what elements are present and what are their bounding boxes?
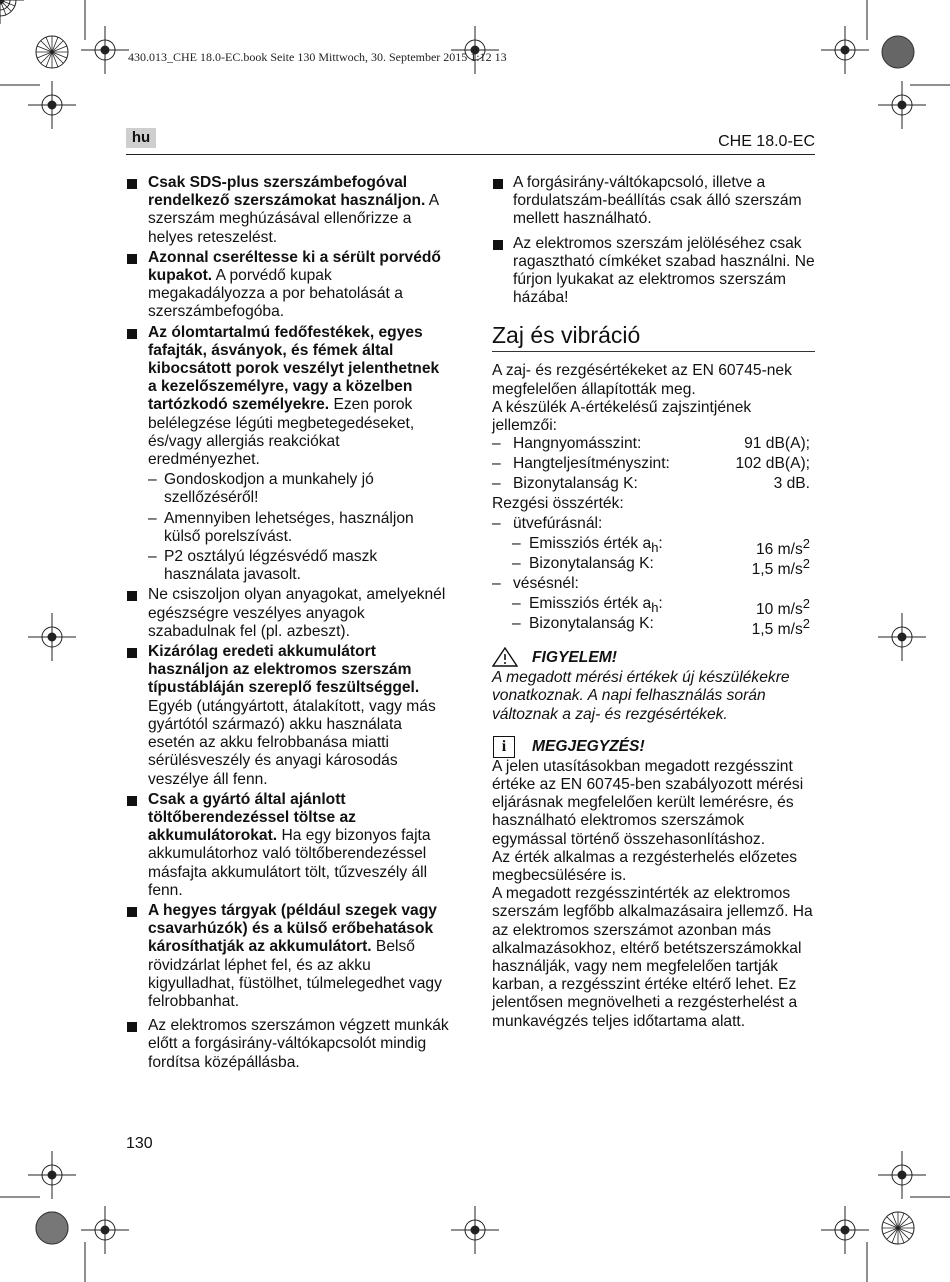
warning-title: FIGYELEM! — [532, 649, 617, 667]
spec-label: – Bizonytalanság K: — [513, 475, 638, 493]
vibration-heading — [492, 495, 815, 515]
spec-value: 10 $m/s^2$ — [755, 596, 810, 619]
bold-text: Csak SDS-plus szerszámbefogóval rendelkező szerszámokat használjon. — [148, 174, 426, 210]
warning-heading — [492, 647, 815, 669]
spec-label: – Emissziós érték $a_h$: — [529, 535, 663, 556]
noise-row — [492, 435, 815, 455]
spec-value: 1,5 $m/s^2$ — [751, 556, 810, 579]
vibration-row — [492, 535, 815, 559]
list-item — [126, 1017, 451, 1072]
header-rule — [126, 154, 815, 155]
spec-label: – Emissziós érték $a_h$: — [529, 595, 663, 616]
sub-list-item: – P2 osztályú légzésvédő maszk használata javasolt. — [126, 548, 451, 584]
body-text: Ha egy bizonyos fajta akkumulátorhoz való töltőberendezéssel másfajta akkumulátort tölt, tűzveszély áll fenn. — [148, 827, 431, 899]
bold-text: A hegyes tárgyak (például szegek vagy csavarhúzók) és a külső erőbehatások károsíthatják az akkumulátort. — [148, 901, 437, 956]
spec-label: – vésésnél: — [513, 575, 579, 593]
bold-text: Az ólomtartalmú fedőfestékek, egyes fafajták, ásványok, és fémek által kibocsátott porok veszélyt jelenthetnek a kezelőszemélyre, vagy a közelben tartózkodó személyekre. — [148, 323, 440, 414]
note-title: MEGJEGYZÉS! — [532, 737, 645, 755]
body-text: Egyéb (utángyártott, átalakított, vagy más gyártótól származó) akku használata esetén az akku felrobbanása miatti sérülésveszély és anyagi károsodás veszélye áll fenn. — [148, 697, 436, 788]
list-item: Az elektromos szerszám jelöléséhez csak ragasztható címkéket szabad használni. Ne fúrjon lyukakat az elektromos szerszám házába! — [492, 235, 815, 308]
chisel-heading — [492, 575, 815, 595]
warning-text: A megadott mérési értékek új készülékekre vonatkoznak. A napi felhasználás során változnak a zaj- és rezgésértékek. — [492, 669, 790, 723]
left-column — [126, 174, 451, 1074]
section-title: Zaj és vibráció — [492, 321, 815, 352]
vibration-row — [492, 555, 815, 579]
list-item — [126, 902, 451, 1011]
vibration-row — [492, 615, 815, 639]
noise-row — [492, 475, 815, 495]
hammer-heading — [492, 515, 815, 535]
sub-list-item: – Amennyiben lehetséges, használjon külső porelszívást. — [126, 510, 451, 546]
spec-value: 16 $m/s^2$ — [755, 536, 810, 559]
noise-row — [492, 455, 815, 475]
list-item — [126, 324, 451, 470]
note-paragraph: A jelen utasításokban megadott rezgésszint értéke az EN 60745-ben szabályozott mérési eljárásnak megfelelően került lemérésre, és használható elektromos szerszámok egymással történő összehasonlításhoz. — [492, 757, 804, 848]
list-item — [126, 791, 451, 900]
vibration-row — [492, 595, 815, 619]
spec-value: 3 dB. — [773, 475, 810, 493]
list-item — [126, 174, 451, 247]
bold-text: Azonnal cseréltesse ki a sérült porvédő kupakot. — [148, 248, 441, 285]
bold-text: Csak a gyártó által ajánlott töltőberendezéssel töltse az akkumulátorokat. — [148, 790, 356, 845]
spec-value: 91 dB(A); — [744, 435, 810, 453]
sub-list-item: – Gondoskodjon a munkahely jó szellőzéséről! — [126, 471, 451, 507]
intro-paragraph: A zaj- és rezgésértékeket az EN 60745-nek megfelelően állapították meg. — [492, 362, 792, 398]
body-text: Ezen porok belélegzése légúti megbetegedéseket, és/vagy allergiás reakciókat eredményezhet. — [148, 396, 415, 469]
language-badge: hu — [126, 128, 156, 148]
spec-value: 1,5 $m/s^2$ — [751, 616, 810, 639]
spec-label: – Hangnyomásszint: — [513, 435, 642, 453]
body-text: Belső rövidzárlat léphet fel, és az akku kigyulladhat, füstölhet, túlmelegedhet vagy felrobbanhat. — [148, 938, 442, 1010]
body-text: A porvédő kupak megakadályozza a por behatolását a szerszámbefogóba. — [148, 267, 403, 321]
list-item — [126, 249, 451, 322]
spec-label: – Bizonytalanság K: — [529, 615, 654, 633]
spec-label: – ütvefúrásnál: — [513, 515, 603, 533]
model-name: CHE 18.0-EC — [718, 133, 815, 150]
print-header: 430.013_CHE 18.0-EC.book Seite 130 Mittwoch, 30. September 2015 1:12 13 — [128, 50, 507, 64]
body-text: Ne csiszoljon olyan anyagokat, amelyeknél egészségre veszélyes anyagok szabadulnak fel (pl. azbeszt). — [148, 586, 446, 640]
spec-label: – Hangteljesítményszint: — [513, 455, 670, 473]
page-number: 130 — [126, 1135, 153, 1152]
list-item — [126, 643, 451, 789]
note-paragraph: Az érték alkalmas a rezgésterhelés előzetes megbecsülésére is. — [492, 848, 798, 885]
info-icon: i — [493, 736, 515, 758]
body-text: A szerszám meghúzásával ellenőrizze a helyes reteszelést. — [148, 192, 439, 246]
right-column — [492, 174, 815, 1031]
body-text: Az elektromos szerszámon végzett munkák előtt a forgásirány-váltókapcsolót mindig fordítsa középállásba. — [148, 1017, 449, 1071]
list-item — [126, 586, 451, 641]
note-heading — [492, 736, 815, 758]
warning-triangle-icon — [492, 647, 518, 667]
note-paragraph: A megadott rezgésszintérték az elektromos szerszám legfőbb alkalmazásaira jellemző. Ha az elektromos szerszámot azonban más alkalmazásokhoz, eltérő betétszerszámokkal használják, vagy nem megfelelően tartják karban, a rezgésszint értéke eltérő lehet. Ez jelentősen megnövelheti a rezgésterhelést a munkavégzés teljes időtartama alatt. — [492, 885, 813, 1030]
spec-value: 102 dB(A); — [735, 455, 810, 473]
intro-paragraph: A készülék A-értékelésű zajszintjének jellemzői: — [492, 398, 752, 435]
spec-label: – Bizonytalanság K: — [529, 555, 654, 573]
bold-text: Kizárólag eredeti akkumulátort használjon az elektromos szerszám típustábláján szereplő feszültséggel. — [148, 643, 420, 697]
list-item: A forgásirány-váltókapcsoló, illetve a fordulatszám-beállítás csak álló szerszám mellett használható. — [492, 174, 815, 229]
spec-label: Rezgési összérték: — [492, 495, 624, 513]
